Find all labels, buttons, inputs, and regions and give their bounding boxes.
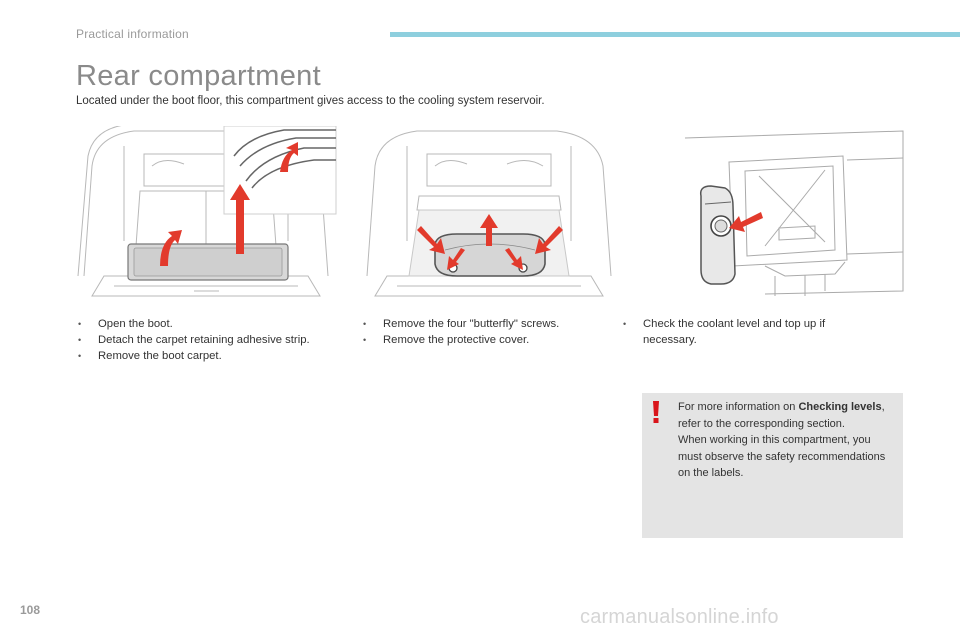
- page-number: 108: [20, 603, 41, 617]
- bullet-icon: •: [363, 319, 367, 329]
- warning-suffix: , refer to the corresponding section.: [678, 401, 885, 430]
- list-item: [76, 348, 346, 364]
- bullet-icon: •: [78, 335, 82, 345]
- warning-prefix: For more information on: [678, 401, 799, 413]
- exclamation-icon: [651, 401, 661, 423]
- list-item: [361, 332, 611, 348]
- figure-butterfly-screws: [357, 126, 621, 306]
- bullet-icon: •: [78, 319, 82, 329]
- step-text-continued: necessary.: [643, 334, 697, 346]
- figure-coolant-reservoir: [675, 126, 905, 306]
- warning-paragraph-2: When working in this compartment, you must observe the safety recommendations on the labels.: [678, 434, 886, 479]
- list-item: [621, 316, 881, 348]
- bullet-icon: •: [623, 319, 627, 329]
- section-label: Practical information: [76, 27, 189, 41]
- bullet-icon: •: [78, 351, 82, 361]
- step-text: Remove the four "butterfly" screws.: [383, 318, 560, 330]
- list-item: [361, 316, 611, 332]
- watermark: carmanualsonline.info: [580, 606, 779, 628]
- steps-list-screws: [361, 316, 611, 348]
- warning-text: [678, 399, 893, 482]
- steps-list-boot-carpet: [76, 316, 346, 364]
- list-item: [76, 316, 346, 332]
- list-item: [76, 332, 346, 348]
- steps-list-coolant: [621, 316, 881, 348]
- figure-boot-carpet: [74, 126, 338, 306]
- step-text: Check the coolant level and top up if: [643, 318, 826, 330]
- step-text: Remove the protective cover.: [383, 334, 530, 346]
- step-text: Remove the boot carpet.: [98, 350, 222, 362]
- bullet-icon: •: [363, 335, 367, 345]
- page-title: Rear compartment: [76, 60, 321, 92]
- step-text: Detach the carpet retaining adhesive strip.: [98, 334, 310, 346]
- header-accent-rule: [390, 32, 960, 37]
- intro-text: Located under the boot floor, this compartment gives access to the cooling system reservoir.: [76, 95, 545, 107]
- step-text: Open the boot.: [98, 318, 173, 330]
- warning-link-checking-levels[interactable]: Checking levels: [798, 401, 882, 413]
